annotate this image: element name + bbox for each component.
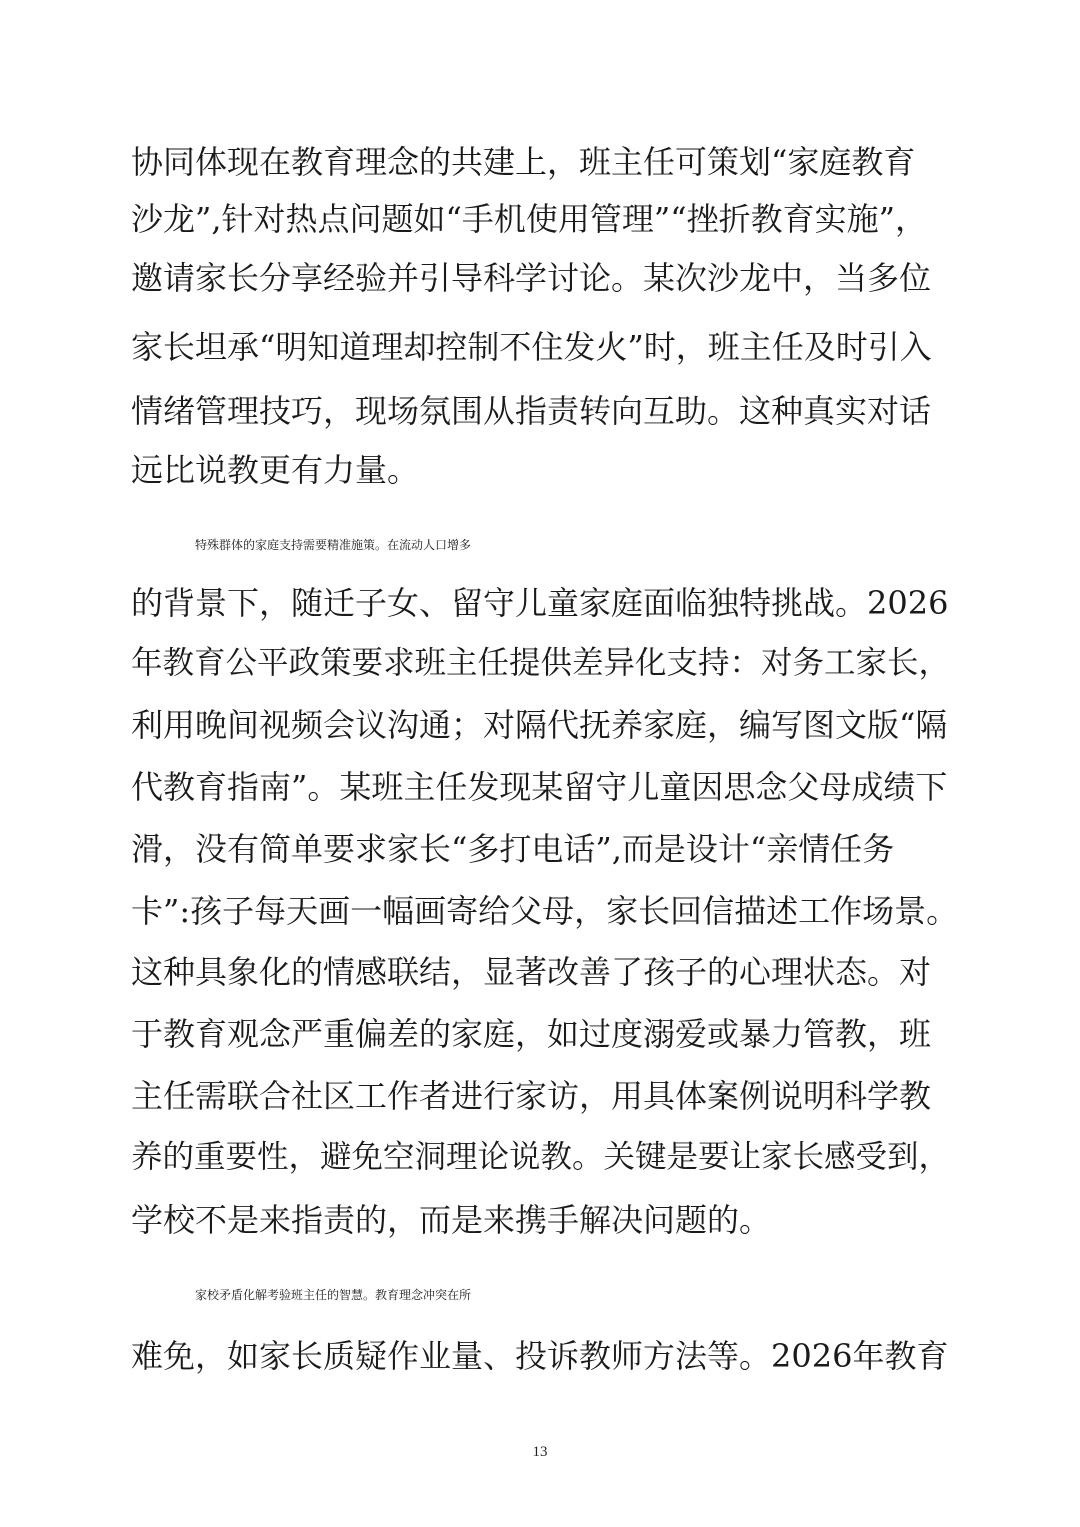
- text-line: 家校矛盾化解考验班主任的智慧。教育理念冲突在所: [195, 1288, 472, 1302]
- text-line: 的背景下，随迁子女、留守儿童家庭面临独特挑战。2026: [131, 584, 949, 622]
- text-line: 卡”:孩子每天画一幅画寄给父母，家长回信描述工作场景。: [131, 892, 959, 930]
- text-line: 家长坦承“明知道理却控制不住发火”时，班主任及时引入: [131, 328, 932, 366]
- text-line: 代教育指南”。某班主任发现某留守儿童因思念父母成绩下: [131, 768, 948, 806]
- text-line: 利用晚间视频会议沟通；对隔代抚养家庭，编写图文版“隔: [131, 706, 948, 744]
- text-line: 沙龙”,针对热点问题如“手机使用管理”“挫折教育实施”，: [131, 200, 927, 238]
- text-line: 学校不是来指责的，而是来携手解决问题的。: [131, 1201, 772, 1239]
- text-line: 这种具象化的情感联结，显著改善了孩子的心理状态。对: [131, 953, 932, 991]
- text-line: 养的重要性，避免空洞理论说教。关键是要让家长感受到，: [131, 1139, 951, 1175]
- text-line: 情绪管理技巧，现场氛围从指责转向互助。这种真实对话: [131, 392, 932, 430]
- text-line: 于教育观念严重偏差的家庭，如过度溺爱或暴力管教，班: [131, 1015, 932, 1053]
- text-line: 难免，如家长质疑作业量、投诉教师方法等。2026年教育: [131, 1337, 949, 1375]
- text-line: 滑，没有简单要求家长“多打电话”,而是设计“亲情任务: [131, 830, 895, 868]
- text-line: 特殊群体的家庭支持需要精准施策。在流动人口增多: [195, 538, 472, 552]
- text-line: 协同体现在教育理念的共建上，班主任可策划“家庭教育: [131, 143, 916, 181]
- text-line: 邀请家长分享经验并引导科学讨论。某次沙龙中，当多位: [131, 259, 932, 297]
- page-number: 13: [532, 1444, 548, 1460]
- text-line: 年教育公平政策要求班主任提供差异化支持：对务工家长，: [131, 645, 951, 681]
- text-line: 远比说教更有力量。: [131, 451, 420, 489]
- text-line: 主任需联合社区工作者进行家访，用具体案例说明科学教: [131, 1077, 932, 1115]
